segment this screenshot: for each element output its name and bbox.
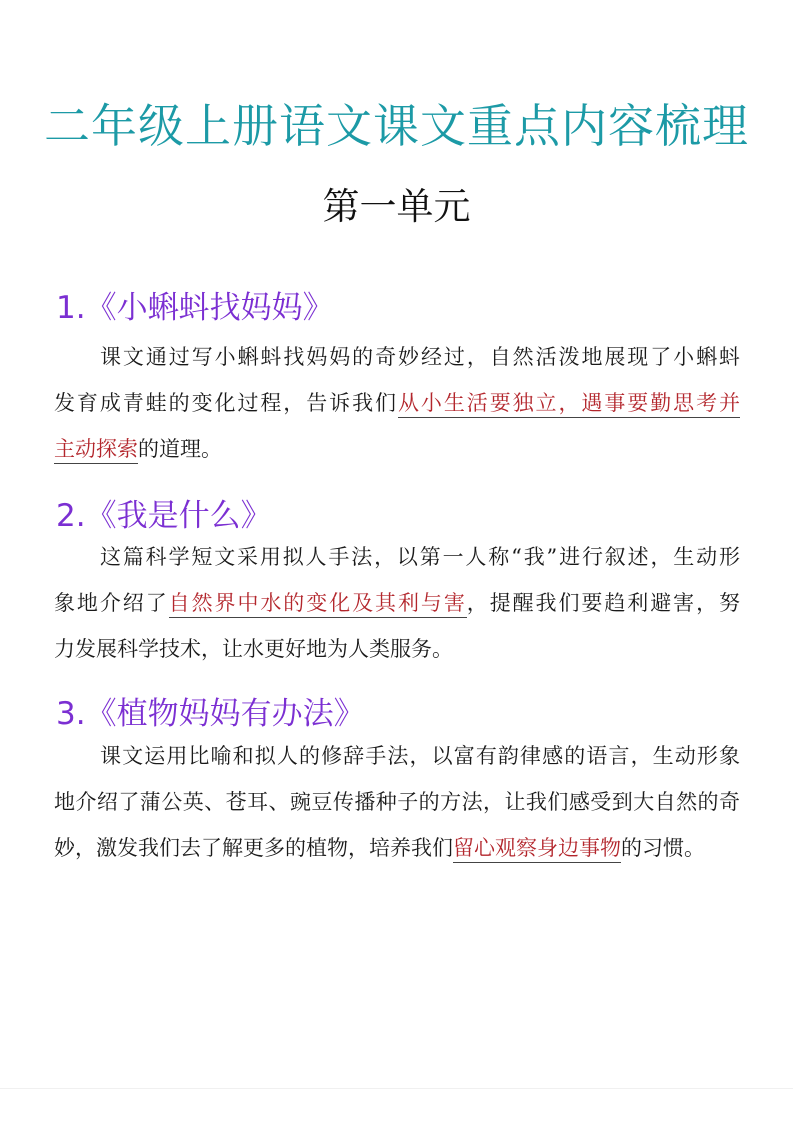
section-paragraph — [54, 534, 740, 672]
highlighted-key-point: 从小生活要独立，遇事要勤思考并 — [398, 391, 740, 418]
highlighted-key-point: 留心观察身边事物 — [453, 836, 621, 863]
section-heading: 3.《植物妈妈有办法》 — [56, 696, 365, 732]
paragraph-line — [54, 733, 740, 779]
text-segment: 地介绍了蒲公英、苍耳、豌豆传播种子的方法，让我们感受到大自然的奇 — [54, 790, 740, 814]
paragraph-line — [54, 626, 740, 672]
document-title: 二年级上册语文课文重点内容梳理 — [44, 99, 749, 153]
text-segment: 妙，激发我们去了解更多的植物，培养我们 — [54, 836, 453, 860]
text-segment: ，提醒我们要趋利避害，努 — [466, 591, 741, 615]
paragraph-line — [54, 580, 740, 626]
paragraph-line — [54, 380, 740, 426]
page-divider — [0, 1088, 793, 1089]
paragraph-line — [54, 825, 740, 871]
paragraph-line — [54, 334, 740, 380]
unit-title: 第一单元 — [322, 185, 471, 228]
highlighted-key-point: 自然界中水的变化及其利与害 — [169, 591, 467, 618]
paragraph-line — [54, 426, 740, 472]
text-segment: 课文运用比喻和拟人的修辞手法，以富有韵律感的语言，生动形象 — [100, 744, 740, 768]
paragraph-line — [54, 534, 740, 580]
text-segment: 力发展科学技术，让水更好地为人类服务。 — [54, 637, 453, 661]
highlighted-key-point: 主动探索 — [54, 437, 138, 464]
text-segment: 课文通过写小蝌蚪找妈妈的奇妙经过，自然活泼地展现了小蝌蚪 — [100, 345, 740, 369]
text-segment: 的道理。 — [138, 437, 222, 461]
section-paragraph — [54, 733, 740, 871]
text-segment: 这篇科学短文采用拟人手法，以第一人称“我”进行叙述，生动形 — [100, 545, 740, 569]
section-heading: 1.《小蝌蚪找妈妈》 — [56, 290, 334, 326]
text-segment: 的习惯。 — [621, 836, 705, 860]
text-segment: 发育成青蛙的变化过程，告诉我们 — [54, 391, 398, 415]
section-heading: 2.《我是什么》 — [56, 498, 272, 534]
section-paragraph — [54, 334, 740, 472]
text-segment: 象地介绍了 — [54, 591, 169, 615]
paragraph-line — [54, 779, 740, 825]
